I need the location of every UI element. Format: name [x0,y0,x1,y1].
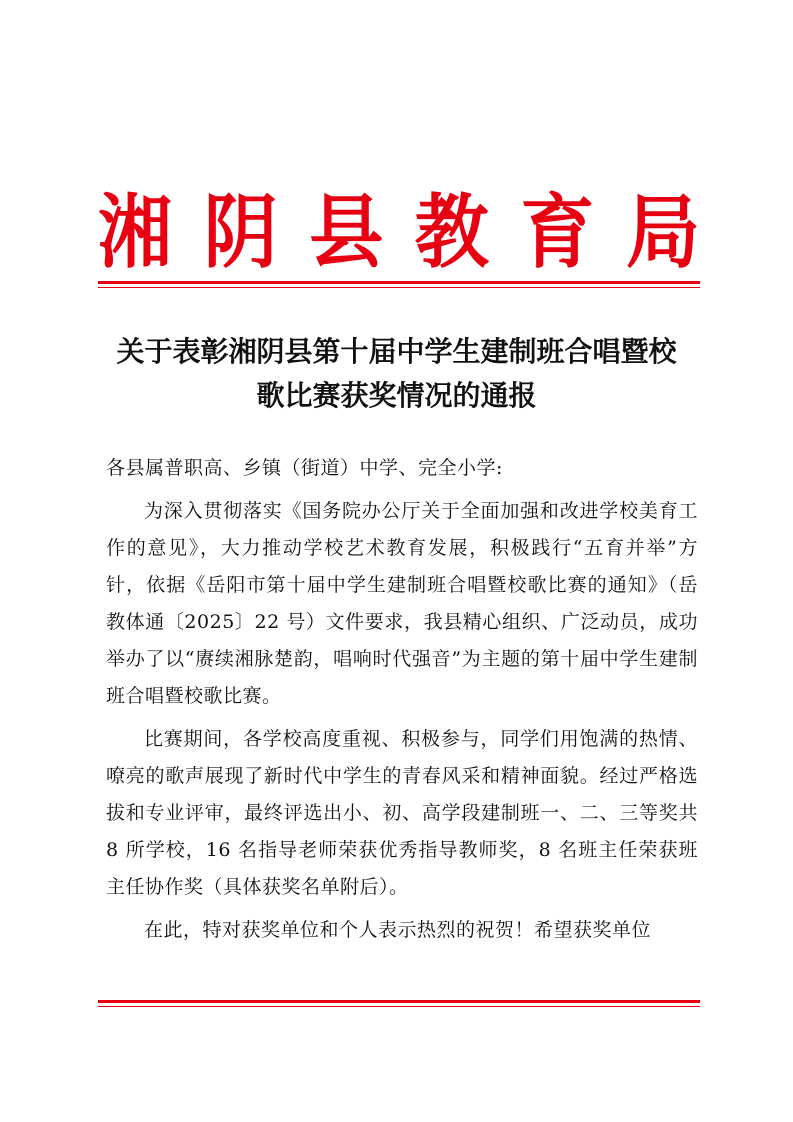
org-title-char: 阴 [203,186,278,280]
body-paragraph: 比赛期间，各学校高度重视、积极参与，同学们用饱满的热情、嘹亮的歌声展现了新时代中学生的青春风采和精神面貌。经过严格选拔和专业评审，最终评选出小、初、高学段建制班一、二、三等奖共 8 所学校，16 名指导老师荣获优秀指导教师奖，8 名班主任荣获班主任协作奖（具体获奖名单附后）。 [106,728,698,898]
header-divider-thin [98,287,700,288]
issuing-authority-title [98,186,700,280]
document-title [60,330,733,418]
org-title-char: 县 [309,186,384,280]
document-title-line1: 关于表彰湘阴县第十届中学生建制班合唱暨校 [116,335,677,368]
header-divider-thick [98,281,700,284]
document-title-line2: 歌比赛获奖情况的通报 [256,379,537,412]
org-title-char: 湘 [98,186,172,280]
document-body [106,450,698,955]
footer-divider-thin [98,1006,700,1007]
org-title-char: 局 [625,186,700,280]
org-title-char: 教 [414,186,489,280]
footer-divider-thick [98,1000,700,1003]
org-title-char: 育 [520,186,595,280]
body-paragraph: 在此，特对获奖单位和个人表示热烈的祝贺！希望获奖单位 [144,919,652,941]
body-paragraph: 为深入贯彻落实《国务院办公厅关于全面加强和改进学校美育工作的意见》，大力推动学校艺术教育发展，积极践行“五育并举”方针，依据《岳阳市第十届中学生建制班合唱暨校歌比赛的通知》（岳教体通〔2025〕22 号）文件要求，我县精心组织、广泛动员，成功举办了以“赓续湘脉楚韵，唱响时代强音”为主题的第十届中学生建制班合唱暨校歌比赛。 [106,500,698,707]
salutation: 各县属普职高、乡镇（街道）中学、完全小学: [106,457,503,479]
